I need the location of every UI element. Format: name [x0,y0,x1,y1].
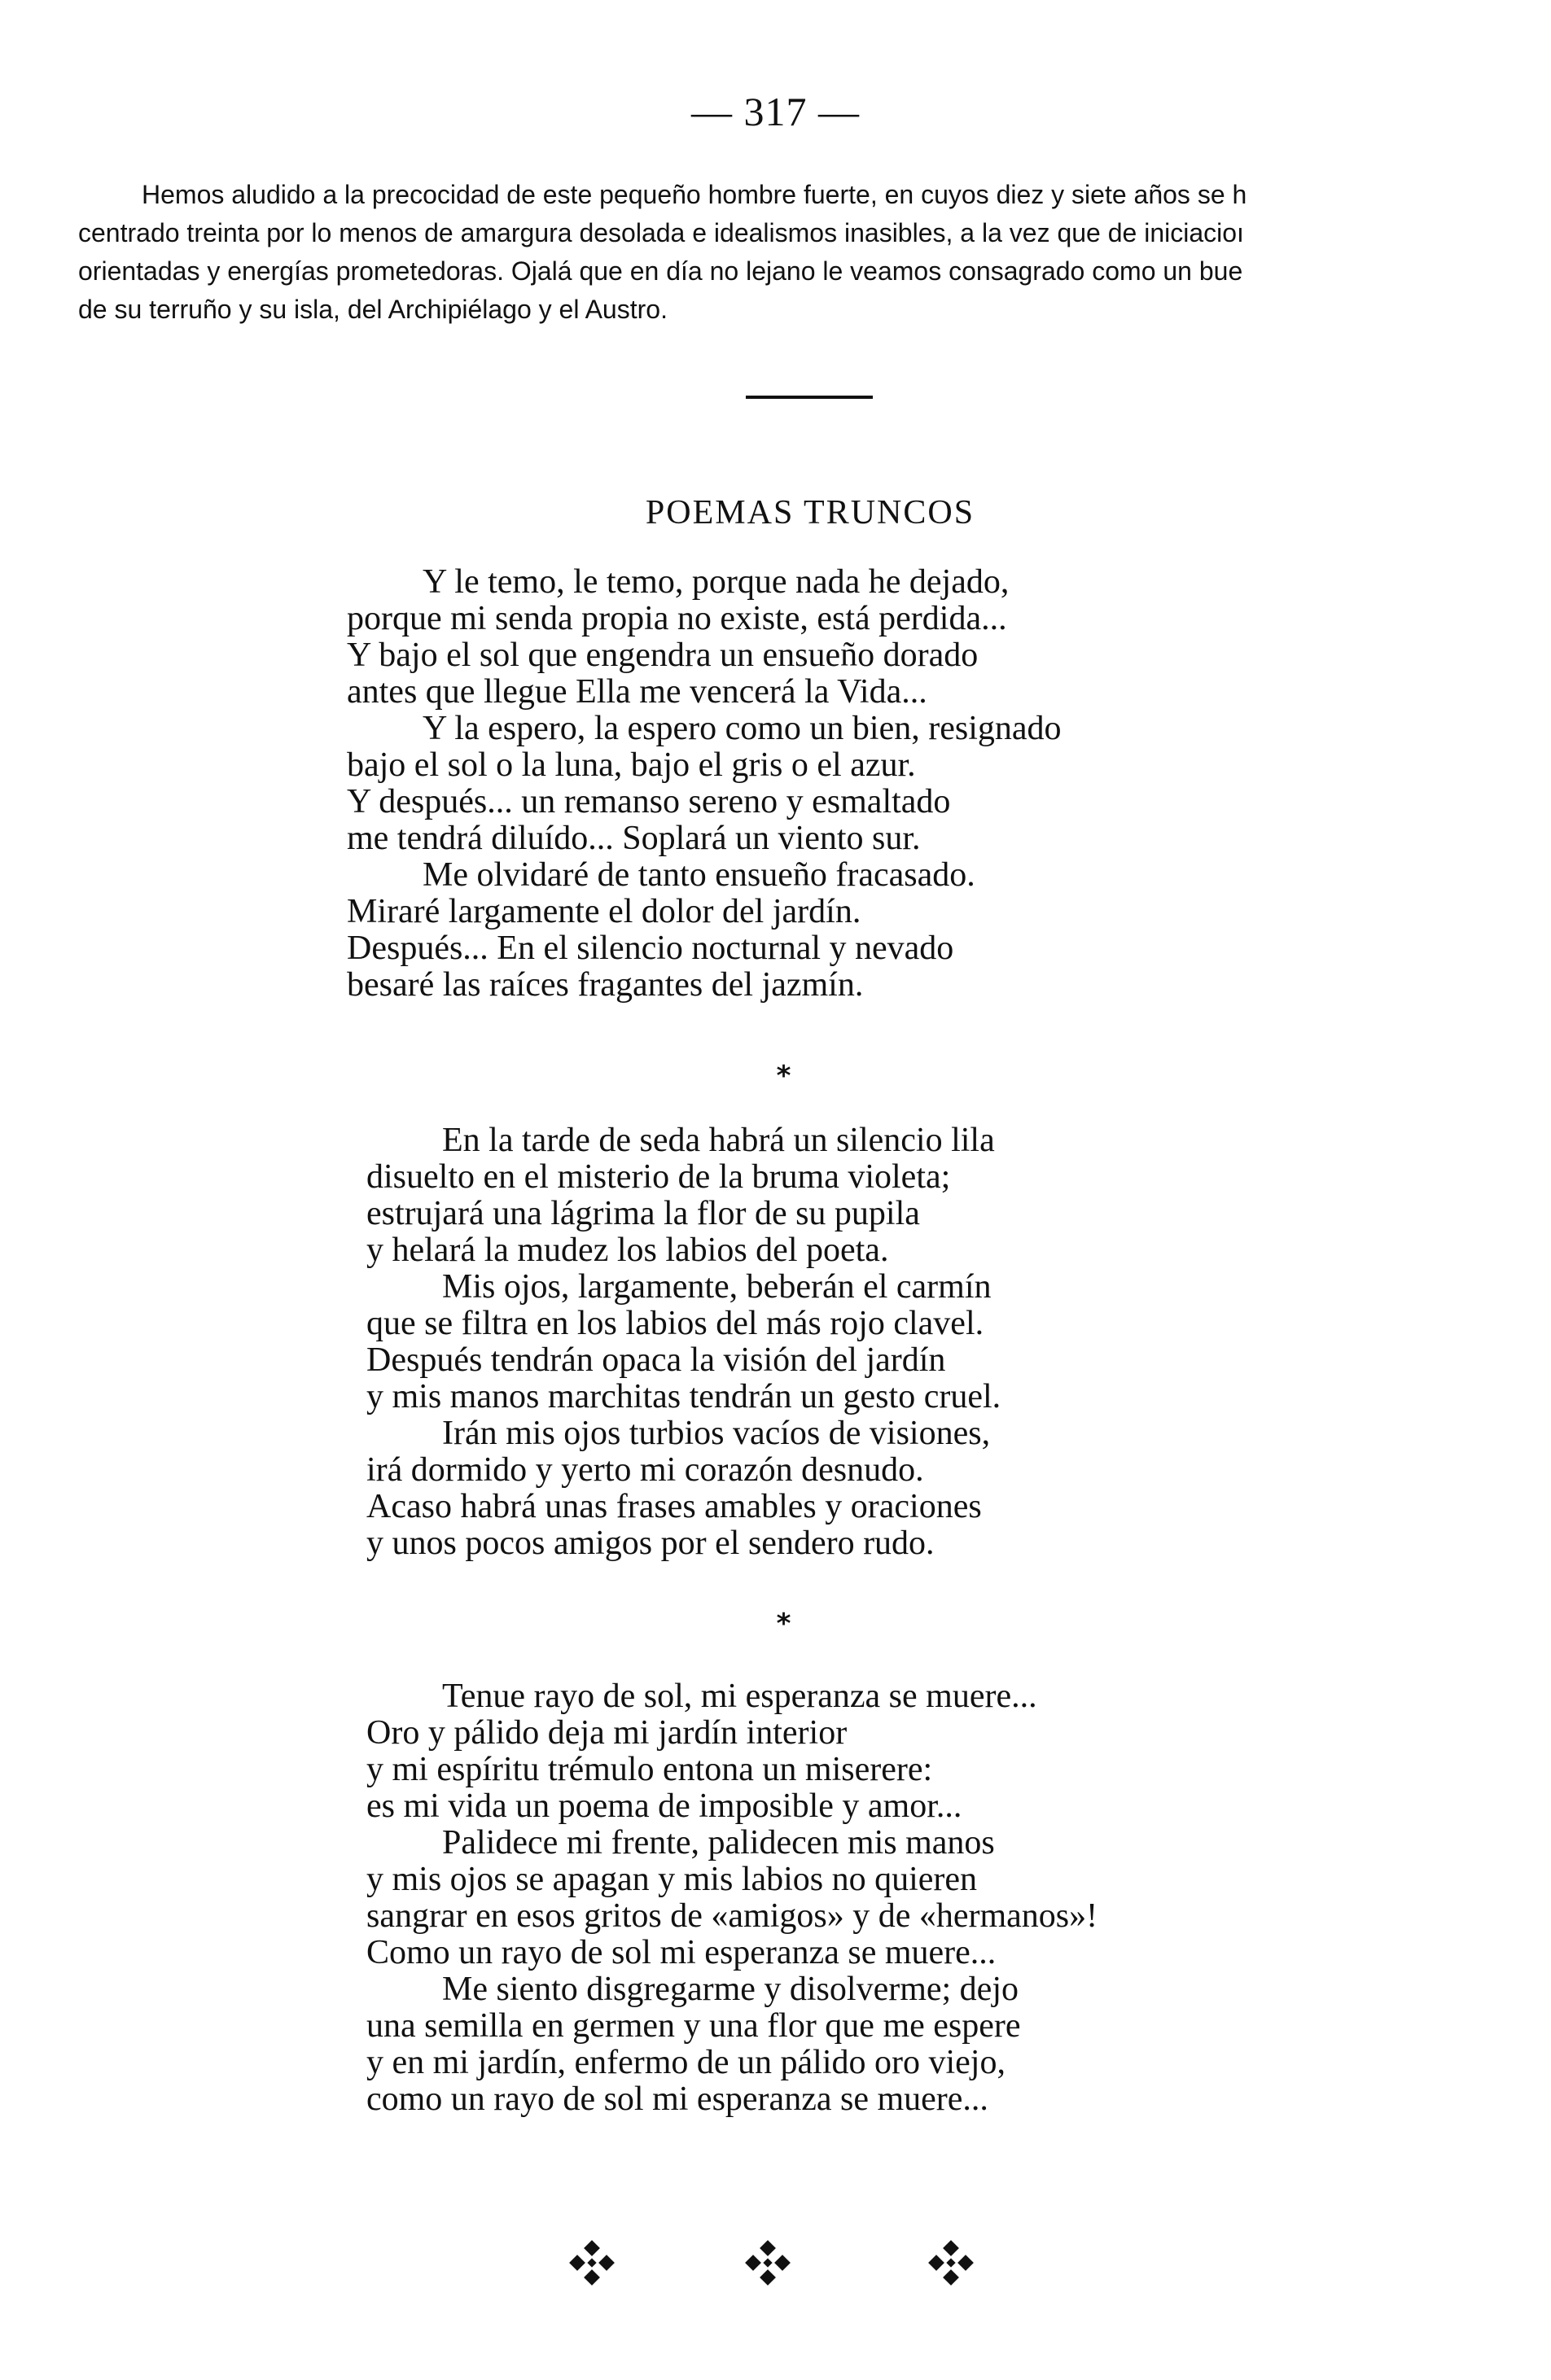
poem-stanza-2 [366,1122,1001,1562]
verse-line: En la tarde de seda habrá un silencio lila [442,1122,995,1159]
verse-line: Tenue rayo de sol, mi esperanza se muere... [442,1678,1037,1715]
verse-line: Como un rayo de sol mi esperanza se muere... [366,1934,997,1971]
verse-line: Oro y pálido deja mi jardín interior [366,1714,848,1752]
intro-line: Hemos aludido a la precocidad de este pequeño hombre fuerte, en cuyos diez y siete años se h [142,180,1247,209]
poem-stanza-3 [366,1678,1098,2118]
intro-line: centrado treinta por lo menos de amargura desolada e idealismos inasibles, a la vez que de iniciacioı [78,218,1244,247]
verse-line: una semilla en germen y una flor que me espere [366,2007,1021,2045]
verse-line: y mis manos marchitas tendrán un gesto cruel. [366,1378,1001,1415]
verse-line: Irán mis ojos turbios vacíos de visiones, [442,1415,991,1452]
verse-line: disuelto en el misterio de la bruma violeta; [366,1158,951,1196]
verse-line: antes que llegue Ella me vencerá la Vida... [347,673,927,711]
verse-line: Mis ojos, largamente, beberán el carmín [442,1268,992,1306]
diamond-ornament-icon [569,2240,615,2286]
verse-line: Y la espero, la espero como un bien, resignado [423,710,1062,747]
verse-line: es mi vida un poema de imposible y amor... [366,1787,962,1825]
verse-line: Después... En el silencio nocturnal y nevado [347,930,954,967]
verse-line: y mis ojos se apagan y mis labios no quieren [366,1861,978,1898]
verse-line: Después tendrán opaca la visión del jardín [366,1341,946,1379]
verse-line: y en mi jardín, enfermo de un pálido oro viejo, [366,2044,1006,2081]
verse-line: Y le temo, le temo, porque nada he dejado, [423,563,1010,601]
verse-line: Palidece mi frente, palidecen mis manos [442,1824,995,1862]
verse-line: besaré las raíces fragantes del jazmín. [347,966,864,1004]
diamond-ornament-icon [928,2240,974,2286]
intro-line: orientadas y energías prometedoras. Ojalá que en día no lejano le veamos consagrado como un bue [78,256,1243,286]
section-title: POEMAS TRUNCOS [645,494,975,532]
verse-line: me tendrá diluído... Soplará un viento sur. [347,820,921,857]
diamond-ornament-icon [745,2240,791,2286]
verse-line: Y bajo el sol que engendra un ensueño dorado [347,637,979,674]
verse-line: Me olvidaré de tanto ensueño fracasado. [423,856,975,894]
verse-line: y unos pocos amigos por el sendero rudo. [366,1525,935,1562]
verse-line: Y después... un remanso sereno y esmaltado [347,783,951,820]
verse-line: irá dormido y yerto mi corazón desnudo. [366,1451,924,1489]
stanza-divider-asterisk: * [776,1608,791,1640]
verse-line: porque mi senda propia no existe, está perdida... [347,600,1007,637]
verse-line: Miraré largamente el dolor del jardín. [347,893,861,930]
section-rule [746,396,873,399]
poem-stanza-1 [347,564,1062,1004]
verse-line: Me siento disgregarme y disolverme; dejo [442,1971,1019,2008]
intro-paragraph [78,176,1551,329]
verse-line: y mi espíritu trémulo entona un miserere: [366,1751,933,1788]
verse-line: Acaso habrá unas frases amables y oraciones [366,1488,982,1525]
verse-line: sangrar en esos gritos de «amigos» y de «hermanos»! [366,1897,1098,1935]
verse-line: bajo el sol o la luna, bajo el gris o el azur. [347,746,916,784]
page-number: — 317 — [691,89,860,134]
verse-line: estrujará una lágrima la flor de su pupila [366,1195,920,1232]
verse-line: y helará la mudez los labios del poeta. [366,1232,889,1269]
intro-line: de su terruño y su isla, del Archipiélago y el Austro. [78,295,668,324]
stanza-divider-asterisk: * [776,1060,791,1092]
verse-line: como un rayo de sol mi esperanza se muere... [366,2080,988,2118]
verse-line: que se filtra en los labios del más rojo clavel. [366,1305,984,1342]
